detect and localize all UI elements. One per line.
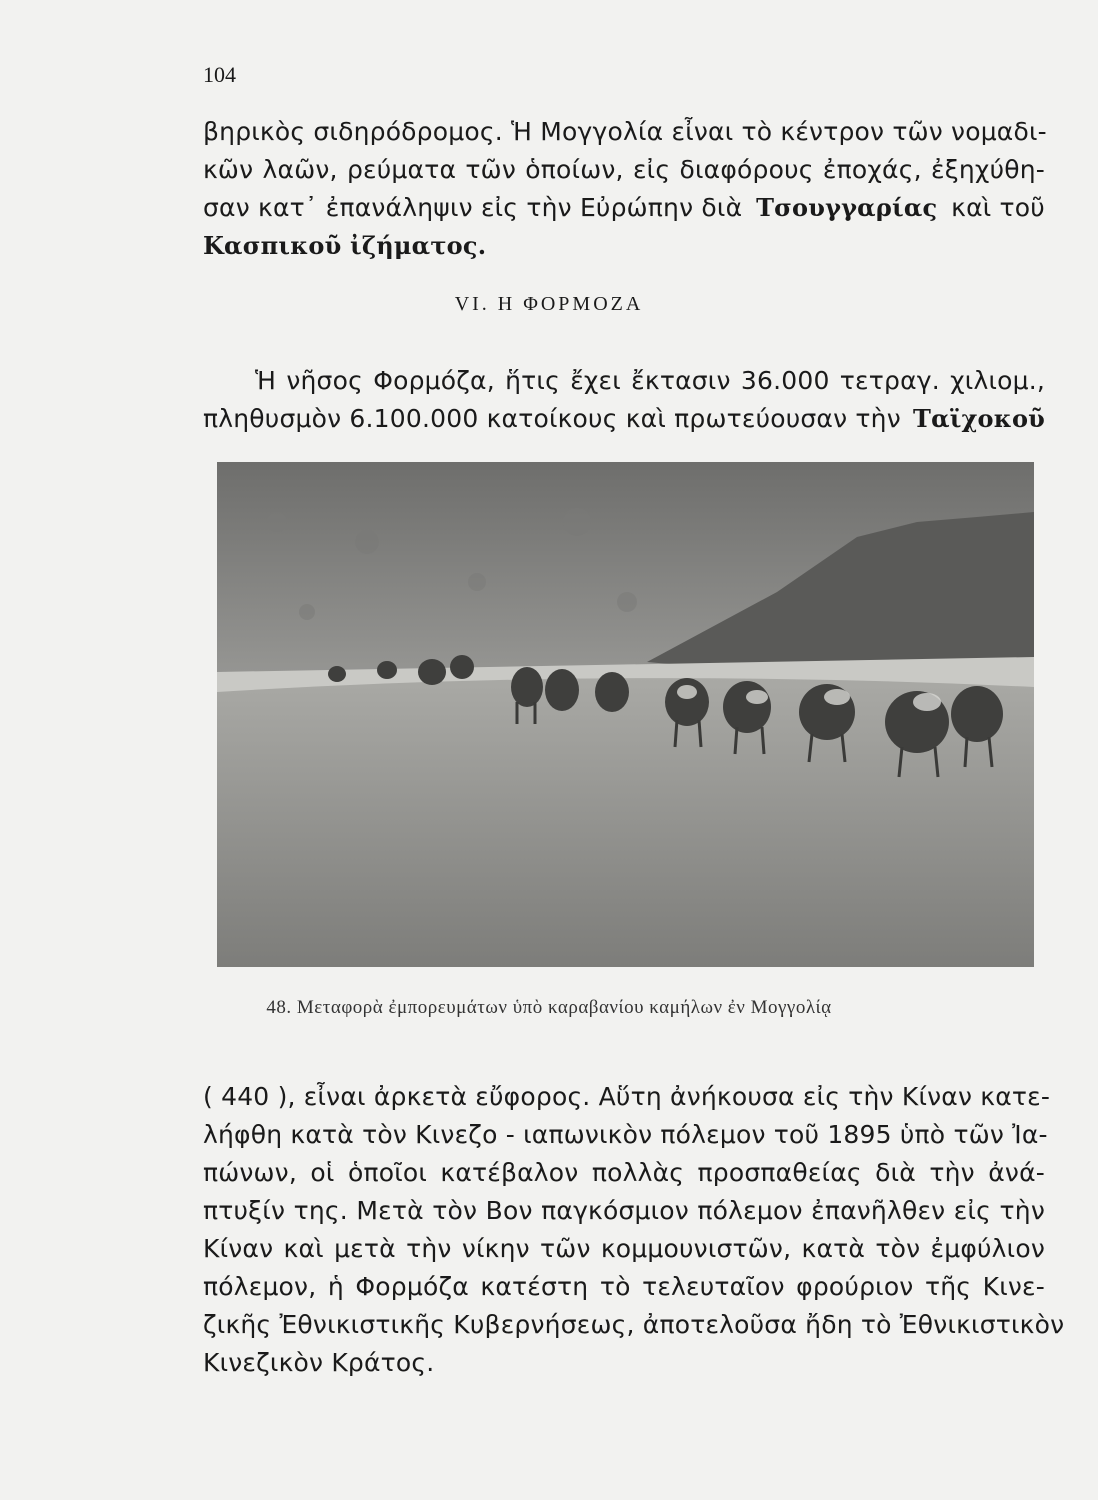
text-line: ζικῆς Ἐθνικιστικῆς Κυβερνήσεως, ἀποτελοῦσα ἤδη τὸ Ἐθνικιστικὸν (203, 1310, 1065, 1339)
text-line: σαν κατ᾿ ἐπανάληψιν εἰς τὴν Εὐρώπην διὰ Τσουγγαρίας καὶ τοῦ (203, 189, 1045, 227)
figure-caption: 48. Μεταφορὰ ἐμπορευμάτων ὑπὸ καραβανίου καμήλων ἐν Μογγολίᾳ (266, 997, 832, 1018)
text-line: κῶν λαῶν, ρεύματα τῶν ὁποίων, εἰς διαφόρους ἐποχάς, ἐξηχύθη- (203, 155, 1045, 184)
text-line: Κινεζικὸν Κράτος. (203, 1348, 435, 1377)
bold-term-taihoku: Ταϊχοκοῦ (913, 404, 1045, 433)
bold-term-caspian: Κασπικοῦ ἰζήματος. (203, 231, 487, 260)
paragraph-formosa-history (203, 1078, 1065, 1382)
text-line: πώνων, οἱ ὁποῖοι κατέβαλον πολλὰς προσπαθείας διὰ τὴν ἀνά- (203, 1158, 1045, 1187)
text-line: βηρικὸς σιδηρόδρομος. Ἡ Μογγολία εἶναι τὸ κέντρον τῶν νομαδι- (203, 117, 1047, 146)
page-number: 104 (203, 62, 236, 87)
bold-term-tsoungaria: Τσουγγαρίας (756, 193, 938, 222)
text-line: ( 440 ), εἶναι ἀρκετὰ εὔφορος. Αὕτη ἀνήκουσα εἰς τὴν Κίναν κατε- (203, 1082, 1051, 1111)
photo-drawing (217, 462, 1034, 967)
paragraph-formosa-intro (203, 362, 1045, 438)
paragraph-mongolia (203, 113, 1045, 265)
text-line: πτυξίν της. Μετὰ τὸν Βον παγκόσμιον πόλεμον ἐπανῆλθεν εἰς τὴν (203, 1196, 1045, 1225)
text-line (203, 227, 1045, 265)
section-heading: VI. Η ΦΟΡΜΟΖΑ (454, 293, 644, 315)
camel-caravan-photo (217, 462, 1034, 967)
text-line: πόλεμον, ἡ Φορμόζα κατέστη τὸ τελευταῖον φρούριον τῆς Κινε- (203, 1272, 1045, 1301)
text-line: πληθυσμὸν 6.100.000 κατοίκους καὶ πρωτεύουσαν τὴν Ταϊχοκοῦ (203, 400, 1045, 438)
text-line: Κίναν καὶ μετὰ τὴν νίκην τῶν κομμουνιστῶν, κατὰ τὸν ἐμφύλιον (203, 1234, 1045, 1263)
text-line: λήφθη κατὰ τὸν Κινεζο - ιαπωνικὸν πόλεμον τοῦ 1895 ὑπὸ τῶν Ἰα- (203, 1120, 1048, 1149)
text-line: Ἡ νῆσος Φορμόζα, ἥτις ἔχει ἔκτασιν 36.000 τετραγ. χιλιομ., (255, 366, 1045, 395)
